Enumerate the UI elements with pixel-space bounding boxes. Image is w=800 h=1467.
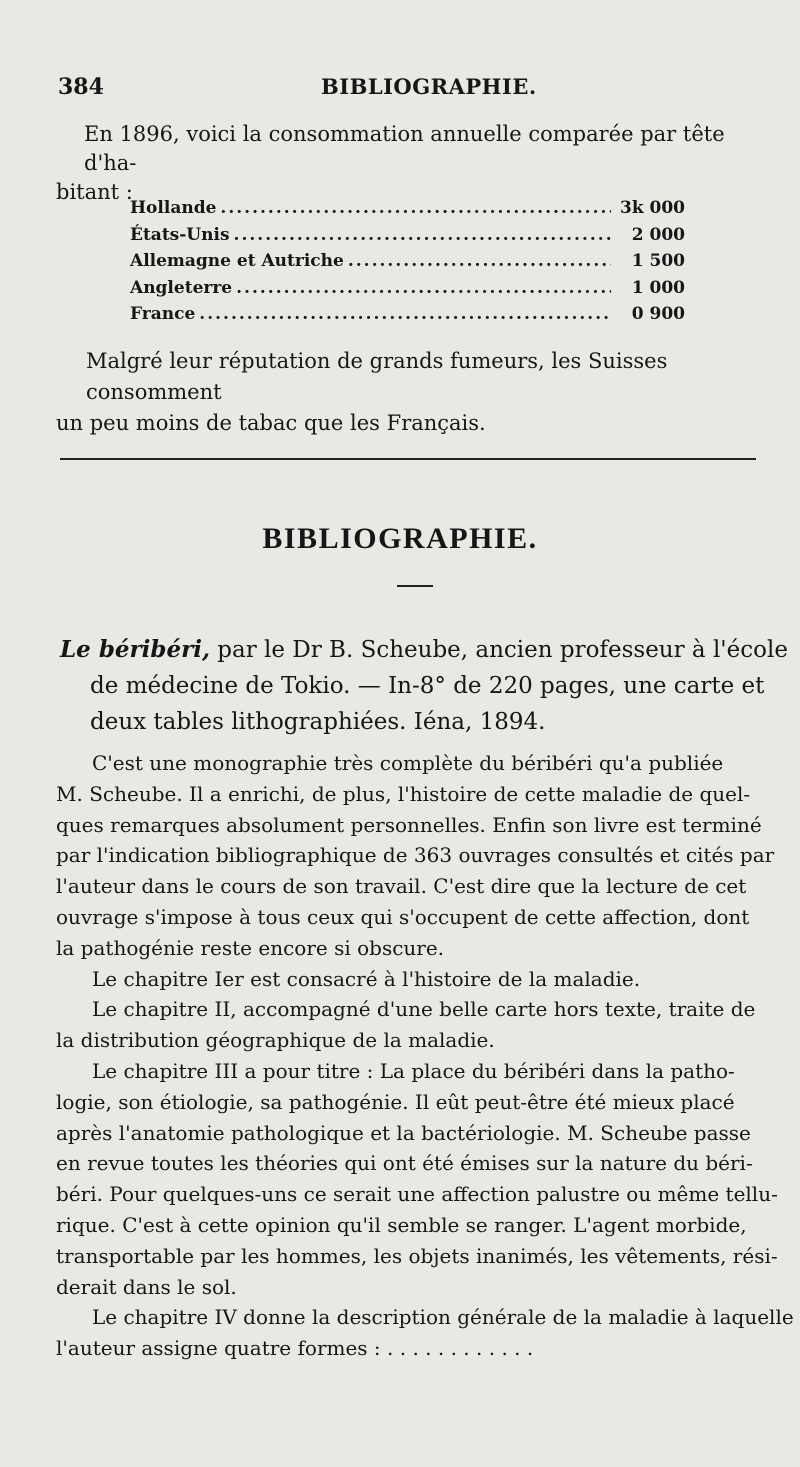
text-line: béri. Pour quelques-uns ce serait une affection palustre ou même tellu- [56, 1182, 778, 1207]
intro-paragraph [56, 120, 754, 207]
table-row [130, 278, 685, 305]
bibliography-entry [60, 632, 788, 740]
page-header [58, 74, 758, 108]
text-line: C'est une monographie très complète du béribéri qu'a publiée [92, 751, 724, 775]
leader-dots [348, 251, 611, 271]
text-line: Le chapitre Ier est consacré à l'histoire de la maladie. [92, 966, 641, 991]
title-underline [397, 585, 433, 587]
after-table-line-2: un peu moins de tabac que les Français. [56, 411, 486, 435]
table-row [130, 304, 685, 331]
consumption-value: 0 900 [631, 304, 685, 324]
text-line: ouvrage s'impose à tous ceux qui s'occupent de cette affection, dont [56, 904, 750, 929]
text-line: transportable par les hommes, les objets inanimés, les vêtements, rési- [56, 1243, 778, 1268]
book-title: Le béribéri, [60, 636, 210, 663]
text-line: l'auteur dans le cours de son travail. C'est dire que la lecture de cet [56, 874, 747, 899]
consumption-value: 1 000 [631, 277, 685, 298]
bib-entry-line-3: deux tables lithographiées. Iéna, 1894. [90, 709, 546, 735]
leader-dots [220, 198, 611, 218]
intro-line-2: bitant : [56, 180, 133, 204]
section-divider [60, 458, 756, 460]
table-row [130, 198, 685, 225]
after-table-line-1: Malgré leur réputation de grands fumeurs, les Suisses consomment [86, 349, 668, 404]
review-body [56, 748, 794, 1364]
table-row [130, 225, 685, 252]
bib-entry-author: par le Dr B. Scheube, ancien professeur à l'école [209, 637, 788, 663]
section-title: BIBLIOGRAPHIE. [262, 522, 538, 555]
country-name: Hollande [130, 198, 217, 218]
text-line: rique. C'est à cette opinion qu'il semble se ranger. L'agent morbide, [56, 1212, 747, 1237]
bib-entry-line-1 [60, 632, 788, 668]
consumption-value: 2 000 [631, 224, 685, 245]
bib-entry-line-2: de médecine de Tokio. — In-8° de 220 pages, une carte et [90, 673, 765, 699]
text-line: par l'indication bibliographique de 363 ouvrages consultés et cités par [56, 843, 775, 868]
country-name: France [130, 304, 196, 324]
page-number: 384 [58, 74, 104, 100]
text-line: logie, son étiologie, sa pathogénie. Il eût peut-être été mieux placé [56, 1089, 735, 1114]
consumption-value: 1 500 [631, 251, 685, 271]
text-line: Le chapitre IV donne la description générale de la maladie à laquelle [92, 1305, 794, 1330]
country-name: Angleterre [130, 277, 233, 298]
consumption-value: 3k 000 [619, 198, 685, 218]
after-table-paragraph [56, 346, 756, 439]
leader-dots [234, 225, 611, 245]
text-line: en revue toutes les théories qui ont été émises sur la nature du béri- [56, 1151, 753, 1176]
table-row [130, 251, 685, 278]
leader-dots [199, 304, 611, 324]
running-title: BIBLIOGRAPHIE. [321, 74, 537, 99]
text-line: l'auteur assigne quatre formes : . . . . . . . . . . . . [56, 1336, 534, 1361]
text-line: la pathogénie reste encore si obscure. [56, 935, 445, 960]
country-name: Allemagne et Autriche [130, 251, 344, 271]
country-name: États-Unis [130, 224, 230, 245]
text-line: la distribution géographique de la maladie. [56, 1028, 495, 1053]
consumption-table [130, 198, 685, 331]
text-line: Le chapitre II, accompagné d'une belle carte hors texte, traite de [92, 997, 756, 1022]
intro-line-1: En 1896, voici la consommation annuelle comparée par tête d'ha- [84, 122, 725, 175]
leader-dots [236, 278, 611, 298]
text-line: Le chapitre III a pour titre : La place du béribéri dans la patho- [92, 1058, 735, 1083]
text-line: derait dans le sol. [56, 1274, 237, 1299]
text-line: ques remarques absolument personnelles. Enfin son livre est terminé [56, 812, 762, 837]
text-line: après l'anatomie pathologique et la bactériologie. M. Scheube passe [56, 1120, 751, 1145]
text-line: M. Scheube. Il a enrichi, de plus, l'histoire de cette maladie de quel- [56, 781, 751, 806]
